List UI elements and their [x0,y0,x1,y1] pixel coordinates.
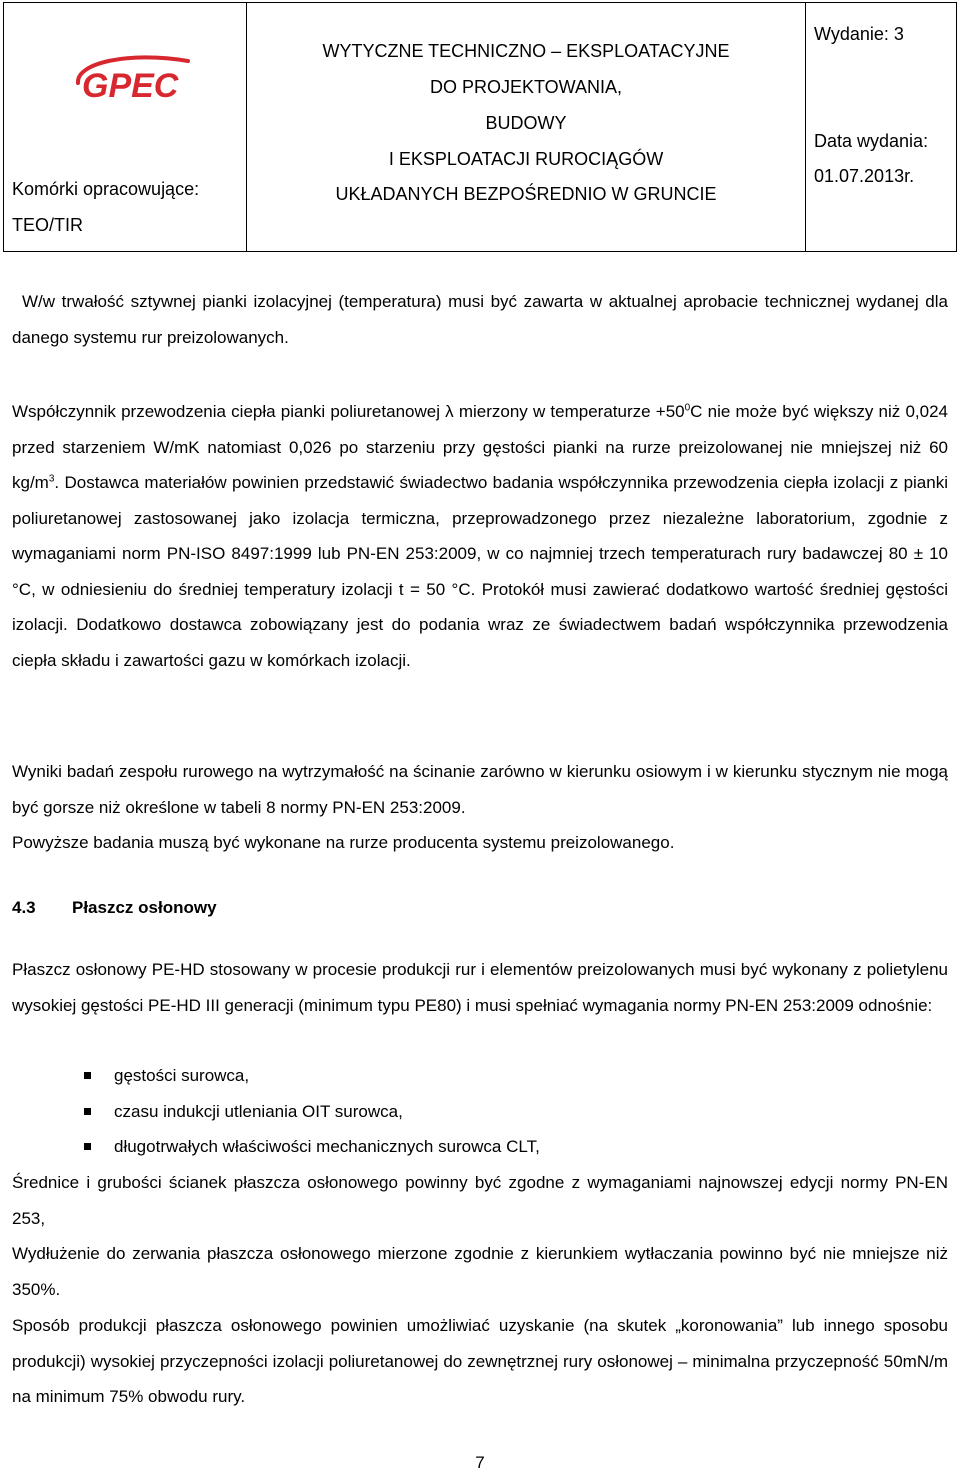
paragraph-shear-test: Wyniki badań zespołu rurowego na wytrzymałość na ścinanie zarówno w kierunku osiowym i w kierunku stycznym nie mogą być gorsze niż określone w tabeli 8 normy PN-EN 253:2009. [12,762,948,817]
header-title-cell [247,3,806,251]
text-span: . Dostawca materiałów powinien przedstawić świadectwo badania współczynnika przewodzenia ciepła izolacji z pianki poliuretanowej zastosowanej jako izolacja termiczna, przeprowadzonego przez niezależne laboratorium, zgodnie z wymaganiami norm PN-ISO 8497:1999 lub PN-EN 253:2009, w co najmniej trzech temperaturach rury badawczej 80 ± 10 °C, w odniesieniu do średniej temperatury izolacji t = 50 °C. Protokół musi zawierać dodatkowo wartość średniej gęstości izolacji. Dodatkowo dostawca zobowiązany jest do podania wraz ze świadectwem badań współczynnika przewodzenia ciepła składu i zawartości gazu w komórkach izolacji. [12,473,948,670]
header-left-cell [4,3,247,251]
section-heading [12,898,217,918]
paragraph-diameters: Średnice i grubości ścianek płaszcza osłonowego powinny być zgodne z wymaganiami najnowszej edycji normy PN-EN 253, [12,1173,948,1228]
paragraph-tests-location: Powyższe badania muszą być wykonane na rurze producenta systemu preizolowanego. [12,833,675,852]
list-item-text: czasu indukcji utleniania OIT surowca, [114,1101,403,1121]
title-line-1: WYTYCZNE TECHNICZNO – EKSPLOATACYJNE [322,41,730,61]
text-span: Współczynnik przewodzenia ciepła pianki poliuretanowej λ mierzony w temperaturze +50 [12,402,685,421]
title-line-2: DO PROJEKTOWANIA, [429,77,623,97]
list-item [84,1094,540,1130]
list-item-text: gęstości surowca, [114,1066,250,1085]
paragraph-thermal-conductivity [12,394,948,678]
bullet-square-icon [84,1143,91,1150]
departments-label: Komórki opracowujące: [12,179,200,199]
paragraph-adhesion: Sposób produkcji płaszcza osłonowego powinien umożliwiać uzyskanie (na skutek „koronowania” lub innego sposobu produkcji) wysokiej przyczepności izolacji poliuretanowej do zewnętrznej rury osłonowej – minimalna przyczepność 50mN/m na minimum 75% obwodu rury. [12,1316,948,1406]
gpec-logo [68,53,204,105]
title-line-4: I EKSPLOATACJI RUROCIĄGÓW [388,149,664,169]
title-line-5: UKŁADANYCH BEZPOŚREDNIO W GRUNCIE [335,184,717,204]
departments-value: TEO/TIR [12,215,83,235]
text-span: C nie może być większy niż 0,024 przed starzeniem W/mK natomiast 0,026 po starzeniu przy gęstości pianki na rurze preizolowanej nie mniejszej niż 60 kg/m [12,402,948,492]
bullet-square-icon [84,1108,91,1115]
edition-number: Wydanie: 3 [814,24,904,44]
bullet-square-icon [84,1072,91,1079]
section-number: 4.3 [12,898,36,917]
superscript-cubic: 3 [48,473,55,485]
title-line-3: BUDOWY [485,113,567,133]
paragraph-elongation: Wydłużenie do zerwania płaszcza osłonowego mierzone zgodnie z kierunkiem wytłaczania powinno być nie mniejsze niż 350%. [12,1244,948,1299]
paragraph-casing-requirements: Płaszcz osłonowy PE-HD stosowany w procesie produkcji rur i elementów preizolowanych musi być wykonany z polietylenu wysokiej gęstości PE-HD III generacji (minimum typu PE80) i musi spełniać wymagania normy PN-EN 253:2009 odnośnie: [12,960,948,1015]
paragraph-foam-durability: W/w trwałość sztywnej pianki izolacyjnej (temperatura) musi być zawarta w aktualnej aprobacie technicznej wydanej dla danego systemu rur preizolowanych. [12,292,948,347]
list-item-text: długotrwałych właściwości mechanicznych surowca CLT, [114,1137,540,1156]
date-label: Data wydania: [814,131,929,151]
page-number: 7 [475,1453,485,1472]
date-value: 01.07.2013r. [814,166,915,186]
requirements-list [84,1058,540,1165]
list-item [84,1129,540,1165]
document-header [3,2,957,252]
list-item [84,1058,540,1094]
header-right-cell [806,3,956,251]
section-title: Płaszcz osłonowy [72,898,217,917]
superscript-degree: 0 [684,402,691,414]
logo-text: GPEC [82,67,179,105]
